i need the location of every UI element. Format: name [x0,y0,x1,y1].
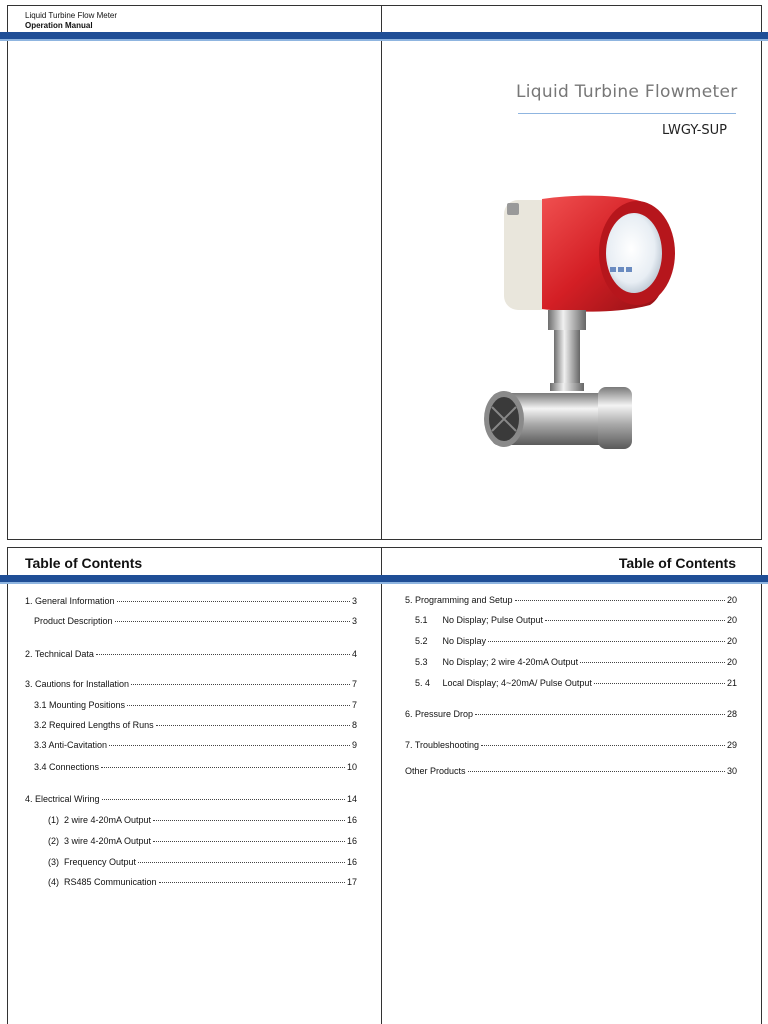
toc-entry[interactable]: 3.1 Mounting Positions 7 [34,700,357,710]
cover-model: LWGY-SUP [662,123,728,138]
toc-entry[interactable]: 4. Electrical Wiring 14 [25,794,357,804]
toc-entry[interactable]: (2) 3 wire 4-20mA Output 16 [48,836,357,846]
cover-divider [518,113,736,114]
toc-entry[interactable]: (1) 2 wire 4-20mA Output 16 [48,815,357,825]
toc-entry[interactable]: 3. Cautions for Installation 7 [25,679,357,689]
header-band-top [0,32,768,39]
toc-entry[interactable]: 1. General Information 3 [25,596,357,606]
header-manual-label: Operation Manual [25,21,93,30]
toc-entry[interactable]: 7. Troubleshooting 29 [405,740,737,750]
toc-entry[interactable]: 3.4 Connections 10 [34,762,357,772]
manual-page-blank [7,5,382,540]
toc-title-left: Table of Contents [25,555,143,571]
toc-entry[interactable]: 5. 4 Local Display; 4~20mA/ Pulse Output 21 [415,678,737,688]
toc-entry[interactable]: Other Products 30 [405,766,737,776]
header-band-toc [0,575,768,582]
toc-entry[interactable]: 3.3 Anti-Cavitation 9 [34,740,357,750]
toc-entry[interactable]: 5.1 No Display; Pulse Output 20 [415,615,737,625]
turbine-flowmeter-image [482,195,682,460]
toc-entry[interactable]: 3.2 Required Lengths of Runs 8 [34,720,357,730]
toc-entry[interactable]: 6. Pressure Drop 28 [405,709,737,719]
toc-entry[interactable]: 5.3 No Display; 2 wire 4-20mA Output 20 [415,657,737,667]
toc-entry[interactable]: 5.2 No Display 20 [415,636,737,646]
toc-entry[interactable]: 2. Technical Data 4 [25,649,357,659]
header-product-name: Liquid Turbine Flow Meter [25,11,118,20]
toc-entry[interactable]: (3) Frequency Output 16 [48,857,357,867]
toc-entry[interactable]: (4) RS485 Communication 17 [48,877,357,887]
toc-entry[interactable]: Product Description 3 [34,616,357,626]
toc-title-right: Table of Contents [618,555,736,571]
toc-entry[interactable]: 5. Programming and Setup 20 [405,595,737,605]
cover-title: Liquid Turbine Flowmeter [516,82,738,102]
